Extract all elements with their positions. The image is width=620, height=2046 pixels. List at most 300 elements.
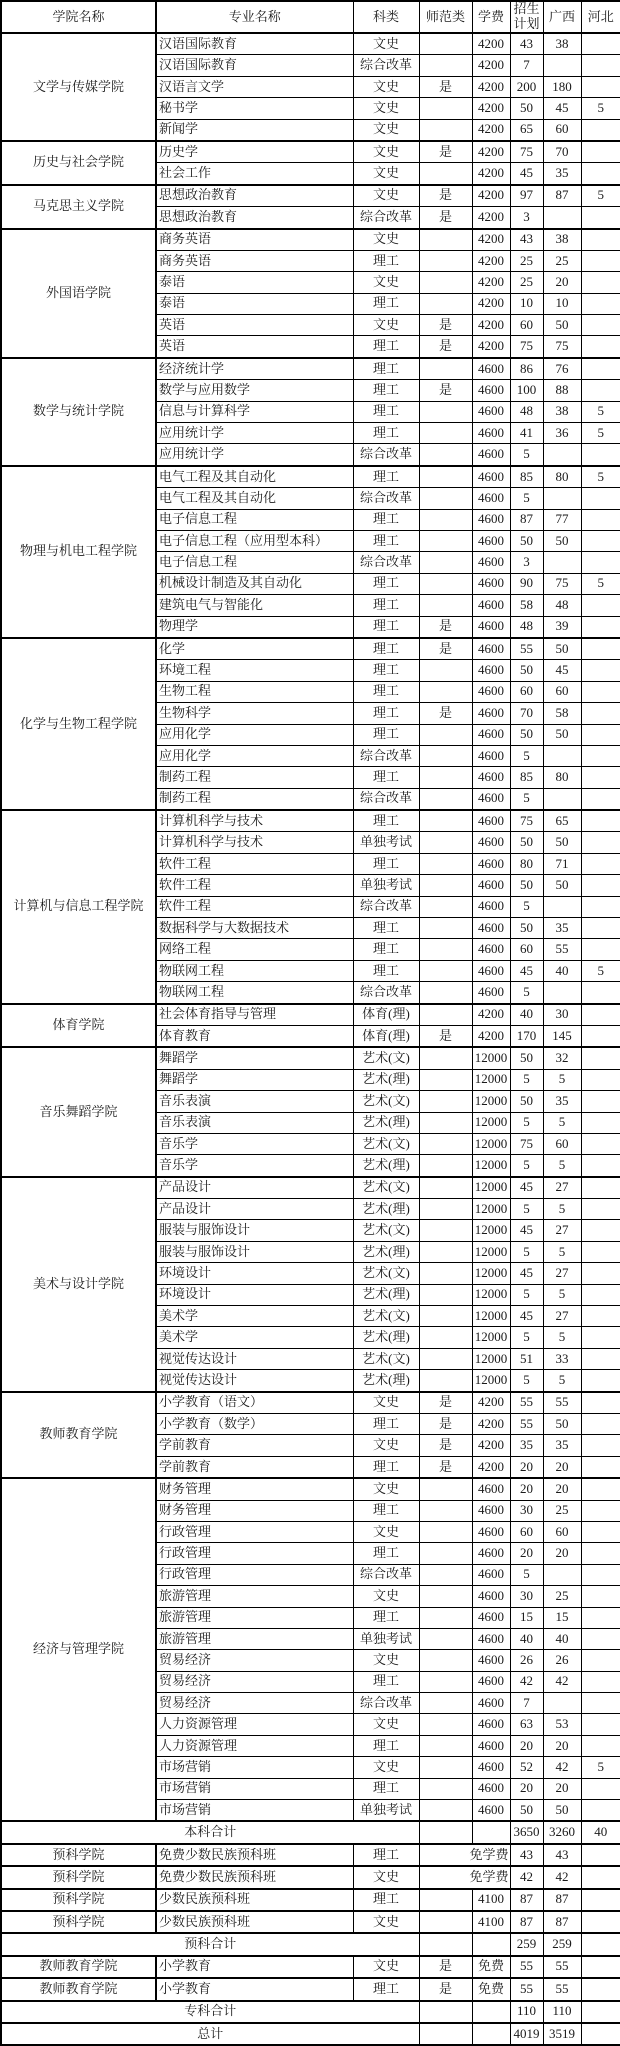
- guangxi-cell: [543, 207, 581, 229]
- teacher-flag-cell: [419, 1220, 472, 1241]
- tuition-cell: 4600: [472, 1478, 510, 1500]
- hebei-cell: [581, 595, 620, 616]
- hebei-cell: [581, 1047, 620, 1069]
- tuition-cell: 4600: [472, 810, 510, 832]
- category-cell: 文史: [353, 315, 419, 336]
- category-cell: 理工: [353, 939, 419, 960]
- plan-cell: 50: [510, 1047, 543, 1069]
- plan-cell: 87: [510, 509, 543, 530]
- major-cell: 学前教育: [156, 1435, 353, 1456]
- college-cell: 教师教育学院: [1, 1978, 156, 2000]
- teacher-flag-cell: 是: [419, 1456, 472, 1478]
- hebei-cell: [581, 1889, 620, 1911]
- hebei-cell: [581, 1693, 620, 1714]
- plan-cell: 20: [510, 1778, 543, 1799]
- hebei-cell: [581, 552, 620, 573]
- teacher-flag-cell: 是: [419, 638, 472, 660]
- teacher-flag-cell: 是: [419, 1956, 472, 1978]
- teacher-flag-cell: [419, 1757, 472, 1778]
- hebei-cell: [581, 76, 620, 97]
- major-cell: 电子信息工程（应用型本科）: [156, 530, 353, 551]
- category-cell: 综合改革: [353, 444, 419, 466]
- teacher-flag-cell: [419, 1933, 472, 1955]
- tuition-cell: 免费: [472, 1956, 510, 1978]
- guangxi-cell: [543, 982, 581, 1004]
- teacher-flag-cell: 是: [419, 315, 472, 336]
- teacher-flag-cell: [419, 1370, 472, 1392]
- tuition-cell: 4600: [472, 1735, 510, 1756]
- hebei-cell: 5: [581, 1757, 620, 1778]
- hebei-cell: [581, 2023, 620, 2045]
- plan-cell: 20: [510, 1456, 543, 1478]
- tuition-cell: 4600: [472, 660, 510, 681]
- guangxi-cell: 20: [543, 1456, 581, 1478]
- hebei-cell: [581, 681, 620, 702]
- guangxi-cell: 45: [543, 98, 581, 119]
- tuition-cell: 4600: [472, 745, 510, 766]
- teacher-flag-cell: [419, 1348, 472, 1369]
- plan-cell: 58: [510, 595, 543, 616]
- guangxi-cell: 27: [543, 1306, 581, 1327]
- hebei-cell: [581, 896, 620, 917]
- category-cell: 艺术(文): [353, 1133, 419, 1154]
- guangxi-cell: 35: [543, 1435, 581, 1456]
- plan-cell: 75: [510, 336, 543, 358]
- tuition-cell: 4200: [472, 229, 510, 251]
- tuition-cell: 4200: [472, 185, 510, 207]
- hebei-cell: [581, 1978, 620, 2000]
- category-cell: 理工: [353, 1456, 419, 1478]
- table-row: [1, 185, 620, 207]
- hebei-cell: [581, 1456, 620, 1478]
- teacher-flag-cell: [419, 853, 472, 874]
- major-cell: 思想政治教育: [156, 207, 353, 229]
- plan-cell: 90: [510, 573, 543, 594]
- table-row: [1, 141, 620, 163]
- plan-cell: 20: [510, 1478, 543, 1500]
- major-cell: 服装与服饰设计: [156, 1220, 353, 1241]
- hebei-cell: [581, 660, 620, 681]
- major-cell: 英语: [156, 315, 353, 336]
- teacher-flag-cell: [419, 1735, 472, 1756]
- guangxi-cell: 50: [543, 832, 581, 853]
- plan-cell: 110: [510, 2001, 543, 2023]
- summary-row: [1, 2023, 620, 2045]
- table-row: [1, 466, 620, 488]
- teacher-flag-cell: [419, 1241, 472, 1262]
- hebei-cell: [581, 1284, 620, 1305]
- major-cell: 应用统计学: [156, 444, 353, 466]
- hebei-cell: [581, 1866, 620, 1888]
- table-body: [1, 33, 620, 2045]
- tuition-cell: 4600: [472, 380, 510, 401]
- guangxi-cell: 25: [543, 1500, 581, 1521]
- tuition-cell: 4600: [472, 1800, 510, 1822]
- major-cell: 贸易经济: [156, 1671, 353, 1692]
- guangxi-cell: 75: [543, 336, 581, 358]
- major-cell: 少数民族预科班: [156, 1911, 353, 1933]
- teacher-flag-cell: [419, 1800, 472, 1822]
- guangxi-cell: 27: [543, 1263, 581, 1284]
- hebei-cell: [581, 918, 620, 939]
- guangxi-cell: 38: [543, 401, 581, 422]
- teacher-flag-cell: [419, 660, 472, 681]
- tuition-cell: 4600: [472, 1586, 510, 1607]
- hebei-cell: [581, 380, 620, 401]
- tuition-cell: 4600: [472, 595, 510, 616]
- plan-cell: 55: [510, 1392, 543, 1414]
- tuition-cell: [472, 2023, 510, 2045]
- teacher-flag-cell: [419, 1607, 472, 1628]
- tuition-cell: 4600: [472, 466, 510, 488]
- category-cell: 艺术(理): [353, 1284, 419, 1305]
- plan-cell: 5: [510, 1327, 543, 1348]
- hebei-cell: [581, 293, 620, 314]
- tuition-cell: 4600: [472, 638, 510, 660]
- guangxi-cell: 50: [543, 530, 581, 551]
- teacher-flag-cell: [419, 1091, 472, 1112]
- table-row: [1, 810, 620, 832]
- category-cell: 综合改革: [353, 552, 419, 573]
- plan-cell: 70: [510, 703, 543, 724]
- major-cell: 体育教育: [156, 1025, 353, 1047]
- table-row: [1, 1978, 620, 2000]
- plan-cell: 55: [510, 638, 543, 660]
- teacher-flag-cell: [419, 896, 472, 917]
- category-cell: 理工: [353, 810, 419, 832]
- teacher-flag-cell: [419, 444, 472, 466]
- category-cell: 艺术(文): [353, 1177, 419, 1199]
- guangxi-cell: 60: [543, 1521, 581, 1542]
- major-cell: 计算机科学与技术: [156, 832, 353, 853]
- teacher-flag-cell: [419, 1889, 472, 1911]
- guangxi-cell: [543, 444, 581, 466]
- hebei-cell: [581, 1004, 620, 1026]
- guangxi-cell: 36: [543, 423, 581, 444]
- major-cell: 环境设计: [156, 1284, 353, 1305]
- teacher-flag-cell: [419, 1133, 472, 1154]
- guangxi-cell: 5: [543, 1284, 581, 1305]
- plan-cell: 55: [510, 1956, 543, 1978]
- guangxi-cell: 53: [543, 1714, 581, 1735]
- plan-cell: 55: [510, 1414, 543, 1435]
- category-cell: 理工: [353, 336, 419, 358]
- summary-row: [1, 2001, 620, 2023]
- guangxi-cell: 87: [543, 1889, 581, 1911]
- guangxi-cell: 33: [543, 1348, 581, 1369]
- guangxi-cell: 39: [543, 616, 581, 638]
- plan-cell: 43: [510, 33, 543, 55]
- plan-cell: 45: [510, 1306, 543, 1327]
- hebei-cell: [581, 875, 620, 896]
- hebei-cell: [581, 616, 620, 638]
- hebei-cell: [581, 250, 620, 271]
- teacher-flag-cell: [419, 401, 472, 422]
- guangxi-cell: 50: [543, 724, 581, 745]
- table-row: [1, 1956, 620, 1978]
- tuition-cell: 4200: [472, 1456, 510, 1478]
- guangxi-cell: 55: [543, 1392, 581, 1414]
- tuition-cell: 4200: [472, 163, 510, 185]
- hebei-cell: [581, 1435, 620, 1456]
- tuition-cell: 4600: [472, 401, 510, 422]
- category-cell: 理工: [353, 681, 419, 702]
- hebei-cell: [581, 1607, 620, 1628]
- plan-cell: 55: [510, 1978, 543, 2000]
- category-cell: 理工: [353, 1500, 419, 1521]
- major-cell: 贸易经济: [156, 1650, 353, 1671]
- guangxi-cell: 259: [543, 1933, 581, 1955]
- major-cell: 制药工程: [156, 767, 353, 788]
- major-cell: 经济统计学: [156, 358, 353, 380]
- tuition-cell: 12000: [472, 1069, 510, 1090]
- guangxi-cell: 3519: [543, 2023, 581, 2045]
- tuition-cell: 4100: [472, 1889, 510, 1911]
- guangxi-cell: 55: [543, 1956, 581, 1978]
- category-cell: 文史: [353, 1392, 419, 1414]
- plan-cell: 5: [510, 1564, 543, 1585]
- tuition-cell: 4600: [472, 1714, 510, 1735]
- college-cell: 音乐舞蹈学院: [1, 1047, 156, 1176]
- guangxi-cell: 25: [543, 250, 581, 271]
- category-cell: 艺术(理): [353, 1155, 419, 1177]
- category-cell: 理工: [353, 1889, 419, 1911]
- teacher-flag-cell: [419, 1911, 472, 1933]
- hebei-cell: [581, 1933, 620, 1955]
- major-cell: 汉语国际教育: [156, 33, 353, 55]
- hebei-cell: [581, 488, 620, 509]
- plan-cell: 75: [510, 141, 543, 163]
- hebei-cell: [581, 1671, 620, 1692]
- teacher-flag-cell: [419, 2023, 472, 2045]
- table-row: [1, 1392, 620, 1414]
- hebei-cell: [581, 1370, 620, 1392]
- guangxi-cell: 5: [543, 1370, 581, 1392]
- major-cell: 财务管理: [156, 1500, 353, 1521]
- hebei-cell: [581, 207, 620, 229]
- guangxi-cell: 110: [543, 2001, 581, 2023]
- hebei-cell: [581, 315, 620, 336]
- major-cell: 财务管理: [156, 1478, 353, 1500]
- category-cell: 理工: [353, 250, 419, 271]
- category-cell: 综合改革: [353, 488, 419, 509]
- major-cell: 英语: [156, 336, 353, 358]
- guangxi-cell: 50: [543, 315, 581, 336]
- column-header-category: 科类: [353, 1, 419, 33]
- teacher-flag-cell: [419, 1628, 472, 1649]
- college-cell: 物理与机电工程学院: [1, 466, 156, 638]
- major-cell: 社会体育指导与管理: [156, 1004, 353, 1026]
- guangxi-cell: [543, 1693, 581, 1714]
- guangxi-cell: 32: [543, 1047, 581, 1069]
- category-cell: 文史: [353, 1478, 419, 1500]
- plan-cell: 35: [510, 1435, 543, 1456]
- column-header-teacher: 师范类: [419, 1, 472, 33]
- hebei-cell: [581, 638, 620, 660]
- major-cell: 新闻学: [156, 119, 353, 141]
- college-cell: 历史与社会学院: [1, 141, 156, 185]
- guangxi-cell: [543, 552, 581, 573]
- plan-cell: 200: [510, 76, 543, 97]
- tuition-cell: 4600: [472, 1500, 510, 1521]
- hebei-cell: 5: [581, 466, 620, 488]
- hebei-cell: [581, 530, 620, 551]
- tuition-cell: 4200: [472, 33, 510, 55]
- plan-cell: 40: [510, 1628, 543, 1649]
- category-cell: 理工: [353, 423, 419, 444]
- teacher-flag-cell: [419, 1004, 472, 1026]
- table-row: [1, 638, 620, 660]
- teacher-flag-cell: [419, 530, 472, 551]
- category-cell: 理工: [353, 358, 419, 380]
- teacher-flag-cell: [419, 552, 472, 573]
- hebei-cell: [581, 1220, 620, 1241]
- major-cell: 舞蹈学: [156, 1069, 353, 1090]
- tuition-cell: 4600: [472, 573, 510, 594]
- tuition-cell: 4600: [472, 1693, 510, 1714]
- guangxi-cell: 50: [543, 1800, 581, 1822]
- category-cell: 艺术(理): [353, 1069, 419, 1090]
- guangxi-cell: 5: [543, 1327, 581, 1348]
- major-cell: 软件工程: [156, 853, 353, 874]
- column-header-major: 专业名称: [156, 1, 353, 33]
- major-cell: 服装与服饰设计: [156, 1241, 353, 1262]
- category-cell: 单独考试: [353, 1800, 419, 1822]
- tuition-cell: 4600: [472, 1650, 510, 1671]
- guangxi-cell: 40: [543, 1628, 581, 1649]
- college-cell: 教师教育学院: [1, 1392, 156, 1479]
- table-row: [1, 33, 620, 55]
- teacher-flag-cell: [419, 1177, 472, 1199]
- major-cell: 数学与应用数学: [156, 380, 353, 401]
- major-cell: 软件工程: [156, 896, 353, 917]
- plan-cell: 87: [510, 1911, 543, 1933]
- guangxi-cell: 60: [543, 1133, 581, 1154]
- teacher-flag-cell: [419, 509, 472, 530]
- teacher-flag-cell: [419, 982, 472, 1004]
- plan-cell: 50: [510, 875, 543, 896]
- tuition-cell: 4200: [472, 1414, 510, 1435]
- category-cell: 艺术(文): [353, 1348, 419, 1369]
- category-cell: 理工: [353, 638, 419, 660]
- teacher-flag-cell: 是: [419, 141, 472, 163]
- college-cell: 教师教育学院: [1, 1956, 156, 1978]
- table-row: [1, 1004, 620, 1026]
- teacher-flag-cell: [419, 960, 472, 981]
- plan-cell: 48: [510, 401, 543, 422]
- teacher-flag-cell: 是: [419, 1978, 472, 2000]
- hebei-cell: [581, 724, 620, 745]
- teacher-flag-cell: [419, 1714, 472, 1735]
- hebei-cell: 5: [581, 185, 620, 207]
- major-cell: 商务英语: [156, 250, 353, 271]
- teacher-flag-cell: 是: [419, 336, 472, 358]
- guangxi-cell: 38: [543, 229, 581, 251]
- guangxi-cell: 26: [543, 1650, 581, 1671]
- summary-label-cell: 总计: [1, 2023, 419, 2045]
- teacher-flag-cell: 是: [419, 207, 472, 229]
- tuition-cell: 12000: [472, 1348, 510, 1369]
- category-cell: 理工: [353, 573, 419, 594]
- college-cell: 预科学院: [1, 1844, 156, 1866]
- plan-cell: 75: [510, 810, 543, 832]
- table-row: [1, 1478, 620, 1500]
- hebei-cell: [581, 939, 620, 960]
- plan-cell: 97: [510, 185, 543, 207]
- plan-cell: 41: [510, 423, 543, 444]
- hebei-cell: [581, 141, 620, 163]
- teacher-flag-cell: 是: [419, 1435, 472, 1456]
- hebei-cell: [581, 1478, 620, 1500]
- teacher-flag-cell: [419, 1112, 472, 1133]
- summary-label-cell: 预科合计: [1, 1933, 419, 1955]
- college-cell: 马克思主义学院: [1, 185, 156, 229]
- guangxi-cell: 5: [543, 1241, 581, 1262]
- column-header-plan: 招生计划: [510, 1, 543, 33]
- tuition-cell: 4200: [472, 119, 510, 141]
- guangxi-cell: 65: [543, 810, 581, 832]
- guangxi-cell: [543, 788, 581, 810]
- tuition-cell: 4200: [472, 336, 510, 358]
- hebei-cell: [581, 1628, 620, 1649]
- guangxi-cell: 50: [543, 638, 581, 660]
- guangxi-cell: 40: [543, 960, 581, 981]
- plan-cell: 65: [510, 119, 543, 141]
- major-cell: 免费少数民族预科班: [156, 1866, 353, 1888]
- table-row: [1, 1866, 620, 1888]
- major-cell: 软件工程: [156, 875, 353, 896]
- category-cell: 艺术(理): [353, 1199, 419, 1220]
- guangxi-cell: [543, 488, 581, 509]
- category-cell: 艺术(文): [353, 1091, 419, 1112]
- category-cell: 文史: [353, 1911, 419, 1933]
- table-row: [1, 1177, 620, 1199]
- college-cell: 体育学院: [1, 1004, 156, 1048]
- tuition-cell: [472, 2001, 510, 2023]
- category-cell: 文史: [353, 272, 419, 293]
- major-cell: 网络工程: [156, 939, 353, 960]
- tuition-cell: 4600: [472, 724, 510, 745]
- hebei-cell: [581, 358, 620, 380]
- teacher-flag-cell: 是: [419, 616, 472, 638]
- major-cell: 计算机科学与技术: [156, 810, 353, 832]
- major-cell: 化学: [156, 638, 353, 660]
- hebei-cell: [581, 1199, 620, 1220]
- teacher-flag-cell: [419, 1521, 472, 1542]
- category-cell: 理工: [353, 509, 419, 530]
- guangxi-cell: 45: [543, 660, 581, 681]
- hebei-cell: [581, 1956, 620, 1978]
- hebei-cell: [581, 1586, 620, 1607]
- major-cell: 机械设计制造及其自动化: [156, 573, 353, 594]
- plan-cell: 170: [510, 1025, 543, 1047]
- plan-cell: 5: [510, 1241, 543, 1262]
- summary-row: [1, 1821, 620, 1843]
- tuition-cell: 4600: [472, 1671, 510, 1692]
- plan-cell: 87: [510, 1889, 543, 1911]
- category-cell: 理工: [353, 703, 419, 724]
- category-cell: 文史: [353, 76, 419, 97]
- category-cell: 综合改革: [353, 1564, 419, 1585]
- guangxi-cell: 55: [543, 1978, 581, 2000]
- plan-cell: 50: [510, 530, 543, 551]
- category-cell: 文史: [353, 1521, 419, 1542]
- category-cell: 综合改革: [353, 896, 419, 917]
- major-cell: 旅游管理: [156, 1628, 353, 1649]
- plan-cell: 10: [510, 293, 543, 314]
- plan-cell: 100: [510, 380, 543, 401]
- major-cell: 环境工程: [156, 660, 353, 681]
